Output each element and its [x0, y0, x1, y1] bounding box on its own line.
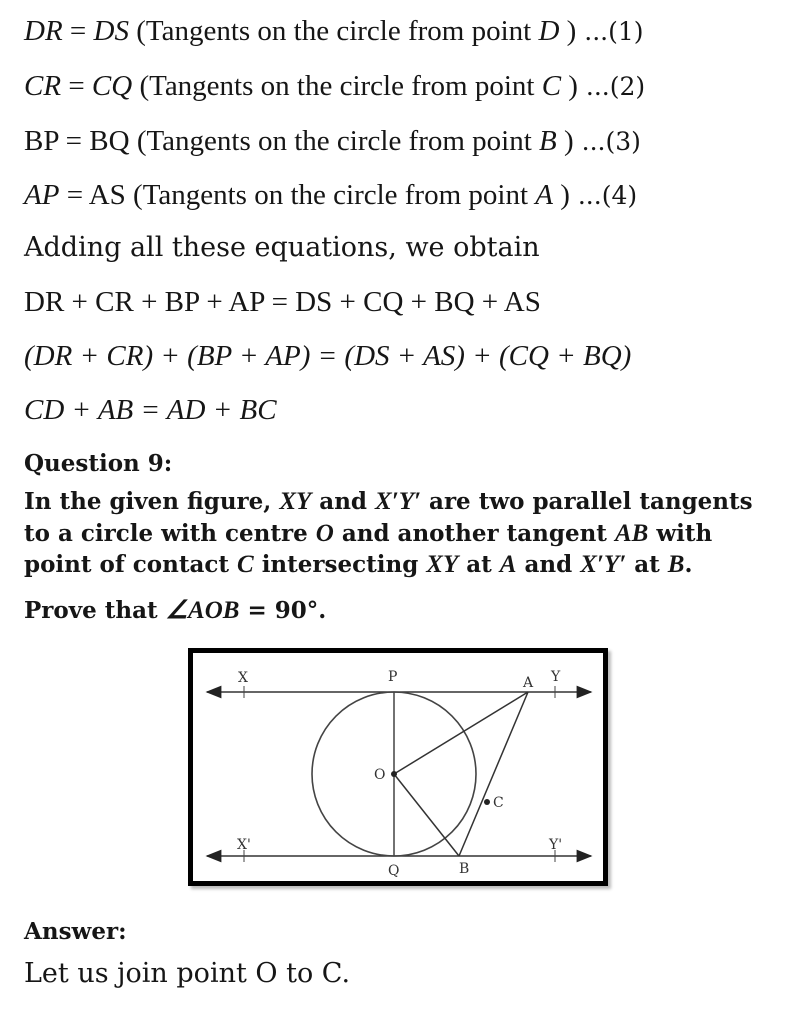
equation-line-1	[24, 17, 644, 46]
grouped-equation: (DR + CR) + (BP + AP) = (DS + AS) + (CQ + BQ)	[24, 340, 632, 372]
adding-text: Adding all these equations, we obtain	[24, 232, 540, 263]
q-text: at	[458, 551, 500, 578]
final-equation: CD + AB = AD + BC	[24, 394, 277, 426]
question-line-2	[24, 521, 712, 546]
eq-lhs: CR	[24, 70, 62, 102]
eq-rhs: CQ	[91, 70, 133, 102]
eq-lhs: BP	[24, 125, 59, 157]
eq-lhs: AP	[24, 179, 60, 211]
segment-ob	[394, 774, 459, 856]
segment-oa	[394, 692, 528, 774]
q-math: XY	[426, 551, 459, 578]
prove-line	[24, 598, 326, 623]
label-c: C	[493, 795, 504, 811]
eq-text: (Tangents on the circle from point	[128, 15, 539, 47]
eq-sign: =	[62, 15, 94, 47]
eq-ref: ...(1)	[576, 17, 644, 46]
q-math: O	[315, 520, 334, 547]
point-o-dot	[391, 771, 397, 777]
tangent-ab	[459, 692, 528, 856]
q-text: = 90°	[239, 597, 319, 624]
q-math: A	[499, 551, 517, 578]
q-text: and another tangent	[333, 520, 615, 547]
eq-rhs: AS	[88, 179, 126, 211]
eq-text: (Tangents on the circle from point	[132, 70, 542, 102]
geometry-figure	[188, 648, 608, 886]
q-math: B	[667, 551, 685, 578]
q-text: and	[516, 551, 581, 578]
eq-point: A	[535, 179, 553, 211]
label-p: P	[388, 669, 398, 685]
eq-ref: ...(2)	[577, 72, 646, 101]
answer-heading: Answer:	[24, 918, 127, 945]
q-text: with	[648, 520, 713, 547]
question-line-1	[24, 489, 753, 514]
q-math: XY	[279, 488, 312, 515]
answer-text: Let us join point O to C.	[24, 958, 351, 989]
eq-ref: ...(3)	[573, 127, 641, 156]
equation-line-4	[24, 181, 637, 210]
q-text: point of contact	[24, 551, 237, 578]
eq-close: )	[561, 70, 578, 102]
eq-sign: =	[61, 70, 92, 102]
equation-line-2	[24, 72, 645, 101]
q-text: to a circle with centre	[24, 520, 316, 547]
label-o: O	[374, 767, 386, 783]
label-a: A	[523, 675, 534, 691]
question-heading: Question 9:	[24, 450, 173, 477]
q-math: C	[237, 551, 254, 578]
label-x-prime: X'	[237, 837, 251, 853]
eq-sign: =	[58, 125, 90, 157]
eq-rhs: DS	[93, 15, 129, 47]
label-q: Q	[388, 863, 400, 879]
eq-sign: =	[59, 179, 89, 211]
q-text: .	[684, 551, 693, 578]
label-x: X	[238, 670, 248, 686]
q-text: .	[318, 597, 327, 624]
eq-close: )	[552, 179, 570, 211]
figure-svg	[193, 653, 603, 881]
eq-ref: ...(4)	[569, 181, 638, 210]
q-text: Prove that	[24, 597, 166, 624]
eq-point: D	[538, 15, 560, 47]
q-math: X′Y′	[580, 551, 627, 578]
label-y-prime: Y'	[549, 837, 563, 853]
q-math: AB	[614, 520, 649, 547]
q-math: ∠AOB	[165, 597, 240, 624]
label-b: B	[459, 861, 470, 877]
sum-equation: DR + CR + BP + AP = DS + CQ + BQ + AS	[24, 286, 541, 318]
eq-close: )	[559, 15, 577, 47]
eq-text: (Tangents on the circle from point	[129, 125, 540, 157]
eq-point: B	[539, 125, 557, 157]
q-math: X′Y′	[375, 488, 422, 515]
eq-close: )	[556, 125, 574, 157]
q-text: are two parallel tangents	[421, 488, 753, 515]
question-line-3	[24, 552, 692, 577]
point-c-dot	[484, 799, 490, 805]
eq-point: C	[541, 70, 562, 102]
q-text: intersecting	[253, 551, 427, 578]
label-y: Y	[551, 669, 561, 685]
equation-line-3	[24, 127, 641, 156]
eq-lhs: DR	[24, 15, 63, 47]
q-text: In the given figure,	[24, 488, 280, 515]
eq-text: (Tangents on the circle from point	[125, 179, 536, 211]
eq-rhs: BQ	[89, 125, 130, 157]
q-text: and	[311, 488, 376, 515]
q-text: at	[626, 551, 668, 578]
